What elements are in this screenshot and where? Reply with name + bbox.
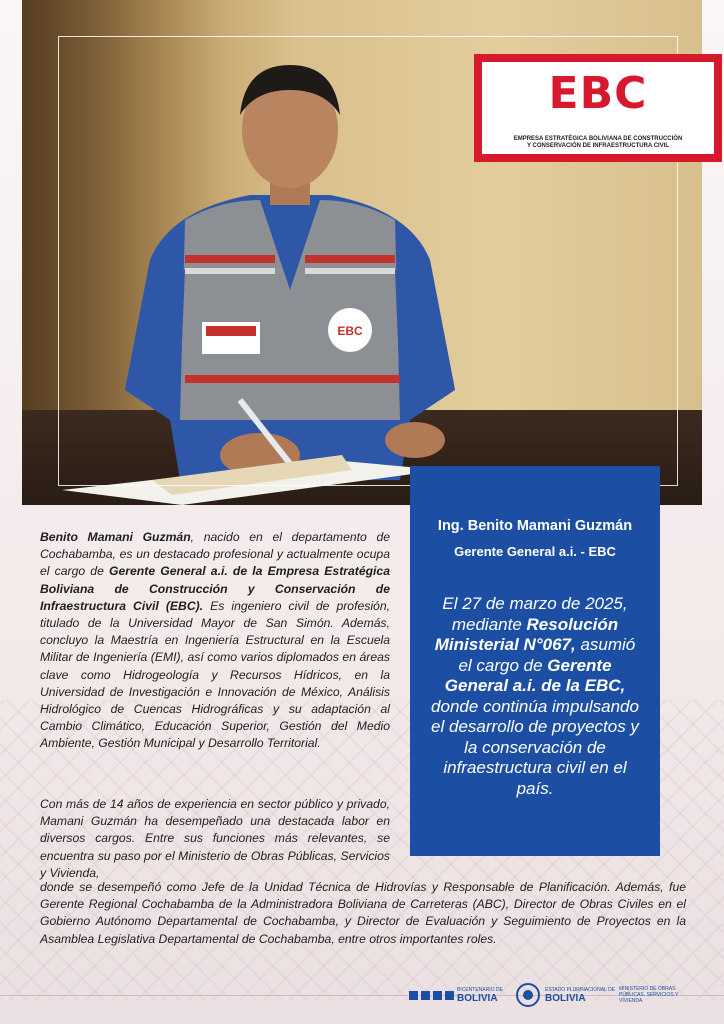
svg-text:EBC: EBC [337,324,363,338]
bio-paragraph-2: Con más de 14 años de experiencia en sector público y privado, Mamani Guzmán ha desempeñado una destacada labor en diversos cargos. Entre sus funciones más relevantes, se encuentra su paso por el Ministerio de Obras Públicas, Servicios y Vivienda, [40,797,390,880]
logo-acronym: EBC [548,68,648,119]
logo-subtitle: EMPRESA ESTRATÉGICA BOLIVIANA DE CONSTRUCCIÓN Y CONSERVACIÓN DE INFRAESTRUCTURA CIVIL [513,136,683,149]
highlight-card [410,466,660,856]
bio-paragraph-1: Benito Mamani Guzmán, nacido en el departamento de Cochabamba, es un destacado profesional y actualmente ocupa el cargo de Gerente General a.i. de la Empresa Estratégica Boliviana de Construcción y Conservación de Infraestructura Civil (EBC). Es ingeniero civil de profesión, titulado de la Universidad Mayor de San Simón. Además, concluyo la Maestría en Ingeniería Estructural en la Escuela Militar de Ingeniería (EMI), así como varios diplomados en áreas clave como Hidrogeología y Recursos Hídricos, en la Universidad de Investigación e Innovación de México, Análisis Hidrológico de Cuencas Hidrográficas y su adaptación al Cambio Climático, Educación Superior, Gestión del Medio Ambiente, Gestión Municipal y Desarrollo Territorial. [40,530,391,751]
ministry-logo: ESTADO PLURINACIONAL DE BOLIVIA MINISTERIO DE OBRAS PÚBLICAS, SERVICIOS Y VIVIENDA [515,982,689,1008]
card-role: Gerente General a.i. - EBC [454,544,616,559]
coat-of-arms-icon [515,982,541,1008]
bio-paragraph-2-continued: donde se desempeñó como Jefe de la Unidad Técnica de Hidrovías y Responsable de Planificación. Además, fue Gerente Regional Cochabamba de la Administradora Boliviana de Carreteras (ABC), Director de Obras Civiles en el Gobierno Autónomo Departamental de Cochabamba, y Director de Evaluación y Seguimiento de Proyectos en la Asamblea Legislativa Departamental de Cochabamba, entre otros importantes roles. [40,880,686,946]
bicentenario-logo: BICENTENARIO DE BOLIVIA [409,984,503,1006]
ebc-logo [474,54,722,162]
card-name: Ing. Benito Mamani Guzmán [437,518,633,534]
card-body: El 27 de marzo de 2025, mediante Resolución Ministerial N°067, asumió el cargo de Gerente General a.i. de la EBC, donde continúa impulsando el desarrollo de proyectos y la conservación de infraestructura civil en el país. [431,594,639,798]
